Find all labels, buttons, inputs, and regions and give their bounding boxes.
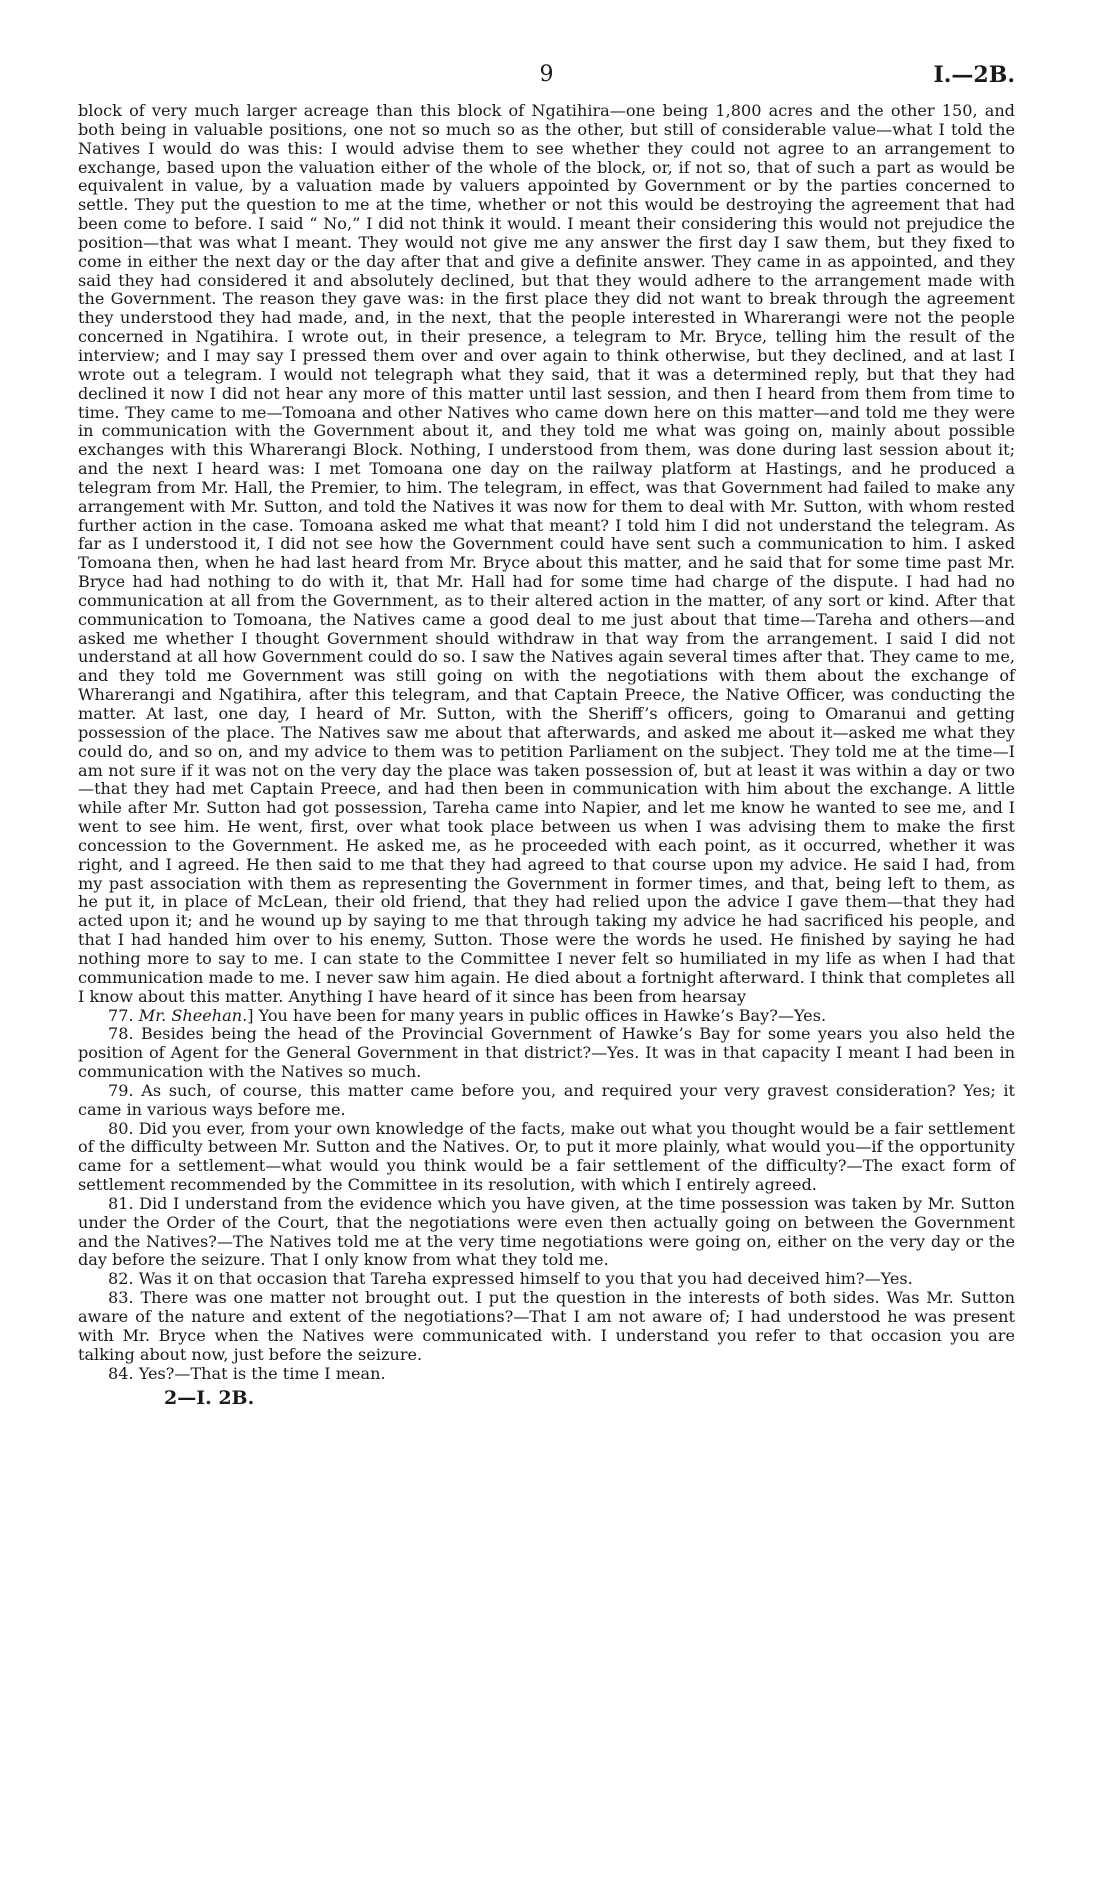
question-80: 80. Did you ever, from your own knowledge of the facts, make out what you thought would be a fair settlement of the difficulty between Mr. Sutton and the Natives. Or, to put it more plainly, what would you—if the opportunity came for a settlement—what would you think would be a fair settlement of the difficulty?—The exact form of settlement recommended by the Committee in its resolution, with which I entirely agreed. (78, 1118, 1015, 1195)
evidence-text (78, 102, 1015, 1383)
question-78: 78. Besides being the head of the Provincial Government of Hawke’s Bay for some years you also held the position of Agent for the General Government in that district?—Yes. It was in that capacity I meant I had been in communication with the Natives so much. (78, 1024, 1016, 1082)
question-82: 82. Was it on that occasion that Tareha expressed himself to you that you had deceived him?—Yes. (108, 1269, 913, 1289)
question-81: 81. Did I understand from the evidence which you have given, at the time possession was taken by Mr. Sutton under the Order of the Court, that the negotiations were even then actually going on between the Government and the Natives?—The Natives told me at the very time negotiations were going on, either on the very day or the day before the seizure. That I only know from what they told me. (78, 1193, 1015, 1270)
page-number: 9 (539, 62, 554, 87)
document-page (78, 62, 1015, 1409)
question-text: Did I understand from the evidence which you have given, at the time possession was taken by Mr. Sutton under the Order of the Court, that the negotiations were even then actually going on between the Government and the Natives?—The Natives told me at the very time negotiations were going on, either on the very day or the day before the seizure. That I only know from what they told me. (78, 1193, 1015, 1270)
opening-paragraph: block of very much larger acreage than this block of Ngatihira—one being 1,800 acres and the other 150, and both being in valuable positions, one not so much so as the other, but still of considerable value—what I told the Natives I would do was this: I would advise them to see whether they could not agree to an arrangement to exchange, based upon the valuation either of the whole of the block, or, if not so, that of such a part as would be equivalent in value, by a valuation made by valuers appointed by Government or by the parties concerned to settle. They put the question to me at the time, whether or not this would be destroying the agreement that had been come to before. I said “ No,” I did not think it would. I meant their considering this would not prejudice the position—that was what I meant. They would not give me any answer the first day I saw them, but they fixed to come in either the next day or the day after that and give a definite answer. They came in as appointed, and they said they had considered it and absolutely declined, but that they would adhere to the arrangement made with the Government. The reason they gave was: in the first place they did not want to break through the agreement they understood they had made, and, in the next, that the people interested in Wharerangi were not the people concerned in Ngatihira. I wrote out, in their presence, a telegram to Mr. Bryce, telling him the result of the interview; and I may say I pressed them over and over again to think otherwise, but they declined, and at last I wrote out a telegram. I would not telegraph what they said, that it was a determined reply, but that they had declined it now I did not hear any more of this matter until last session, and then I heard from them from time to time. They came to me—Tomoana and other Natives who came down here on this matter—and told me they were in communication with the Government about it, and they told me what was going on, mainly about possible exchanges with this Wharerangi Block. Nothing, I understood from them, was done during last session about it; and the next I heard was: I met Tomoana one day on the railway platform at Hastings, and he produced a telegram from Mr. Hall, the Premier, to him. The telegram, in effect, was that Government had failed to make any arrangement with Mr. Sutton, and told the Natives it was now for them to deal with Mr. Sutton, with whom rested further action in the case. Tomoana asked me what that meant? I told him I did not understand the telegram. As far as I understood it, I did not see how the Government could have sent such a communication to him. I asked Tomoana then, when he had last heard from Mr. Bryce about this matter, and he said that for some time past Mr. Bryce had had nothing to do with it, that Mr. Hall had for some time had charge of the dispute. I had had no communication at all from the Government, as to their altered action in the matter, of any sort or kind. After that communication to Tomoana, the Natives came a good deal to me just about that time—Tareha and others—and asked me whether I thought Government should withdraw in that way from the arrangement. I said I did not understand at all how Government could do so. I saw the Natives again several times after that. They came to me, and they told me Government was still going on with the negotiations with them about the exchange of Wharerangi and Ngatihira, after this telegram, and that Captain Preece, the Native Officer, was conducting the matter. At last, one day, I heard of Mr. Sutton, with the Sheriff’s officers, going to Omaranui and getting possession of the place. The Natives saw me about that afterwards, and asked me about it—asked me what they could do, and so on, and my advice to them was to petition Parliament on the subject. They told me at the time—I am not sure if it was not on the very day the place was taken possession of, but at least it was within a day or two—that they had met Captain Preece, and had then been in communication with him about the exchange. A little while after Mr. Sutton had got possession, Tareha came into Napier, and let me know he wanted to see me, and I went to see him. He went, first, over what took place between us when I was advising them to make the first concession to the Government. He asked me, as he proceeded with each point, as it occurred, whether it was right, and I agreed. He then said to me that they had agreed to that course upon my advice. He said I had, from my past association with them as representing the Government in former times, and that, being left to them, as he put it, in place of McLean, their old friend, that they had relied upon the advice I gave them—that they had acted upon it; and he wound up by saying to me that through taking my advice he had sacrificed his people, and that I had handed him over to his enemy, Sutton. Those were the words he used. He finished by saying he had nothing more to say to me. I can state to the Committee I never felt so humiliated in my life as when I had that communication made to me. I never saw him again. He died about a fortnight afterward. I think that completes all I know about this matter. Anything I have heard of it since has been from hearsay (78, 101, 1015, 1006)
question-79: 79. As such, of course, this matter came before you, and required your very gravest consideration? Yes; it came in various ways before me. (78, 1080, 1016, 1119)
question-number: 81 (108, 1193, 129, 1213)
question-number: 80 (108, 1118, 129, 1138)
speaker-name: Mr. Sheehan. (138, 1005, 248, 1025)
question-text: Was it on that occasion that Tareha expressed himself to you that you had deceived him?—Yes. (138, 1269, 913, 1289)
question-number: 84 (108, 1363, 129, 1383)
question-number: 79 (108, 1080, 129, 1100)
question-83: 83. There was one matter not brought out. I put the question in the interests of both sides. Was Mr. Sutton aware of the nature and extent of the negotiations?—That I am not aware of; I had understood he was present with Mr. Bryce when the Natives were communicated with. I understand you refer to that occasion you are talking about now, just before the seizure. (78, 1288, 1016, 1364)
question-text: Yes?—That is the time I mean. (138, 1363, 386, 1383)
question-text: Did you ever, from your own knowledge of the facts, make out what you thought would be a fair settlement of the difficulty between Mr. Sutton and the Natives. Or, to put it more plainly, what would you—if the opportunity came for a settlement—what would you think would be a fair settlement of the difficulty?—The exact form of settlement recommended by the Committee in its resolution, with which I entirely agreed. (78, 1118, 1015, 1195)
question-number: 83 (108, 1288, 129, 1308)
signature-mark: 2—I. 2B. (164, 1387, 255, 1410)
question-text: ] You have been for many years in public offices in Hawke’s Bay?—Yes. (247, 1005, 827, 1025)
page-header (78, 62, 1015, 102)
question-number: 82 (108, 1269, 129, 1289)
question-text: As such, of course, this matter came before you, and required your very gravest consideration? Yes; it came in various ways before me. (78, 1080, 1016, 1119)
question-84: 84. Yes?—That is the time I mean. (108, 1363, 386, 1383)
document-reference: I.—2B. (933, 62, 1015, 88)
question-77: 77. Mr. Sheehan.] You have been for many years in public offices in Hawke’s Bay?—Yes. (108, 1005, 827, 1025)
question-text: There was one matter not brought out. I put the question in the interests of both sides. Was Mr. Sutton aware of the nature and extent of the negotiations?—That I am not aware of; I had understood he was present with Mr. Bryce when the Natives were communicated with. I understand you refer to that occasion you are talking about now, just before the seizure. (78, 1288, 1016, 1364)
question-text: Besides being the head of the Provincial Government of Hawke’s Bay for some years you also held the position of Agent for the General Government in that district?—Yes. It was in that capacity I meant I had been in communication with the Natives so much. (78, 1024, 1016, 1082)
question-number: 78 (108, 1024, 129, 1044)
question-number: 77 (108, 1005, 129, 1025)
